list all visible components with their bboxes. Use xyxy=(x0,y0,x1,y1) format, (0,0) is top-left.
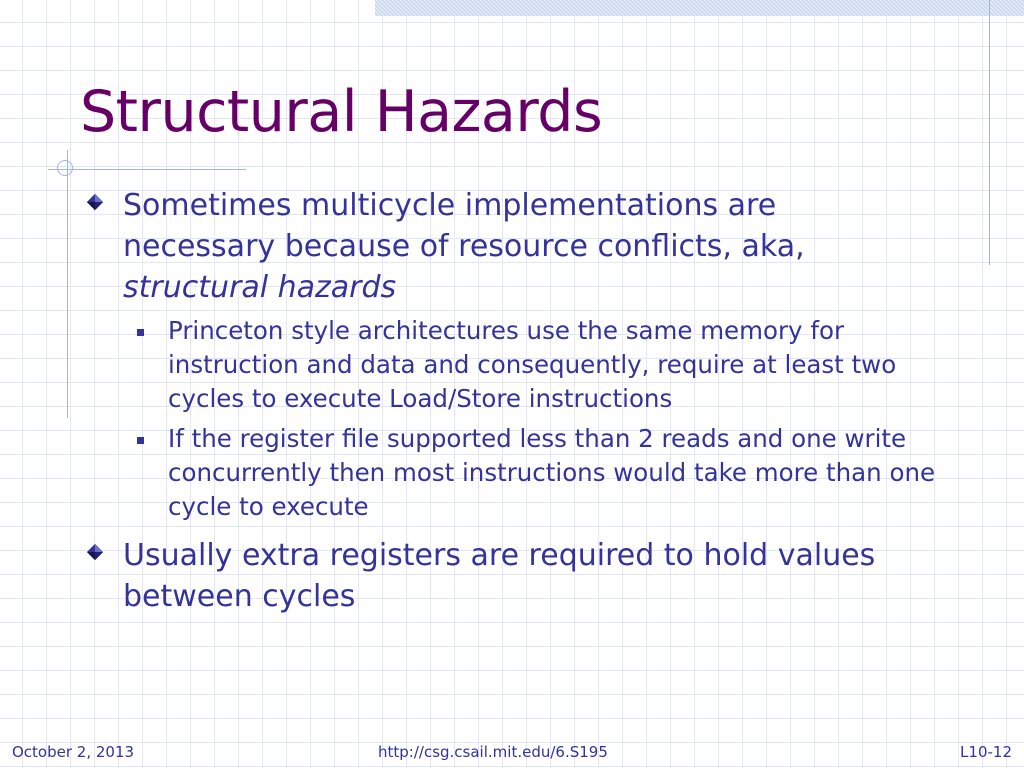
left-decorative-line xyxy=(67,150,68,418)
slide-title: Structural Hazards xyxy=(80,79,603,145)
bullet-structural-hazards xyxy=(123,185,923,308)
subbullet-princeton: Princeton style architectures use the same memory for instruction and data and consequently, require at least two cycles to execute Load/Store instructions xyxy=(168,316,897,413)
top-decorative-band xyxy=(375,0,1024,16)
diamond-bullet-icon xyxy=(86,193,104,211)
bullet-emphasis: structural hazards xyxy=(123,270,397,305)
title-underline xyxy=(48,169,246,170)
bullet-extra-registers: Usually extra registers are required to hold values between cycles xyxy=(123,538,876,614)
footer-date: October 2, 2013 xyxy=(12,743,135,761)
footer-slide-number: L10-12 xyxy=(960,743,1012,761)
right-decorative-line xyxy=(989,0,990,265)
square-bullet-icon xyxy=(137,329,144,336)
subbullet-register-file: If the register file supported less than 2 reads and one write concurrently then most instructions would take more than one cycle to execute xyxy=(168,424,936,521)
square-bullet-icon xyxy=(137,437,144,444)
title-ring-ornament xyxy=(57,160,73,176)
bullet-text: Sometimes multicycle implementations are necessary because of resource conflicts, aka, xyxy=(123,188,805,264)
footer-url: http://csg.csail.mit.edu/6.S195 xyxy=(378,743,608,761)
diamond-bullet-icon xyxy=(86,543,104,561)
